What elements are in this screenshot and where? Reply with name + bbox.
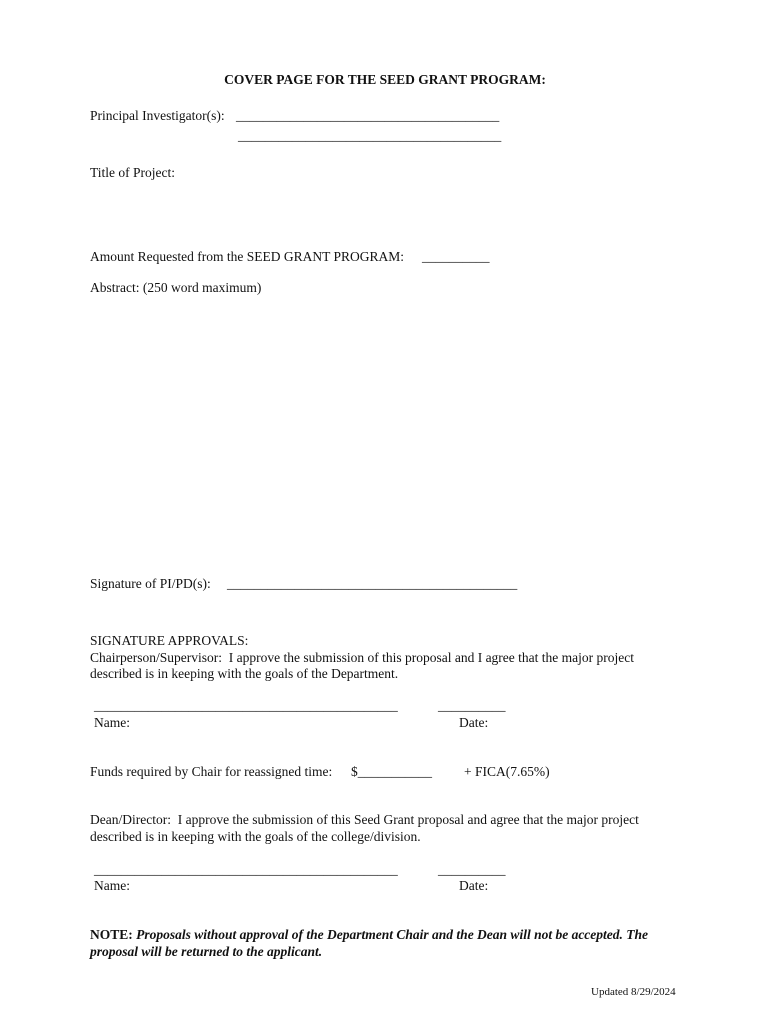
chair-approval-text-1: Chairperson/Supervisor: I approve the submission of this proposal and I agree that the major project — [90, 650, 634, 665]
updated-date: Updated 8/29/2024 — [591, 986, 676, 998]
amount-blank[interactable]: __________ — [422, 249, 490, 264]
funds-blank[interactable]: $___________ — [351, 764, 432, 779]
pi-label: Principal Investigator(s): — [90, 108, 225, 123]
note-text-1: Proposals without approval of the Department Chair and the Dean will not be accepted. The — [132, 927, 649, 942]
project-title-label: Title of Project: — [90, 165, 176, 180]
dean-signature-line[interactable]: _____________________________________________ — [94, 862, 398, 877]
amount-label: Amount Requested from the SEED GRANT PROGRAM: — [90, 249, 404, 264]
pi-line-2[interactable]: _______________________________________ — [238, 128, 502, 143]
dean-date-label: Date: — [459, 878, 489, 893]
note-text-2: proposal will be returned to the applicant. — [90, 944, 323, 959]
fica-label: + FICA(7.65%) — [464, 764, 550, 779]
dean-approval-text-1: Dean/Director: I approve the submission of this Seed Grant proposal and agree that the major project — [90, 812, 639, 827]
funds-label: Funds required by Chair for reassigned time: — [90, 764, 333, 779]
dean-date-line[interactable]: __________ — [438, 862, 506, 877]
note-line-1 — [90, 927, 648, 943]
chair-approval-text-2: described is in keeping with the goals of the Department. — [90, 666, 399, 681]
pi-signature-line[interactable]: ___________________________________________ — [227, 576, 518, 591]
note-label: NOTE: — [90, 927, 133, 942]
chair-date-line[interactable]: __________ — [438, 698, 506, 713]
dean-name-label: Name: — [94, 878, 130, 893]
abstract-label: Abstract: (250 word maximum) — [90, 280, 262, 295]
chair-signature-line[interactable]: _____________________________________________ — [94, 698, 398, 713]
approvals-heading: SIGNATURE APPROVALS: — [90, 633, 249, 648]
dean-approval-text-2: described is in keeping with the goals of the college/division. — [90, 829, 421, 844]
pi-line-1[interactable]: _______________________________________ — [236, 108, 500, 123]
pi-signature-label: Signature of PI/PD(s): — [90, 576, 211, 591]
chair-date-label: Date: — [459, 715, 489, 730]
page-title: COVER PAGE FOR THE SEED GRANT PROGRAM: — [224, 72, 546, 87]
chair-name-label: Name: — [94, 715, 130, 730]
